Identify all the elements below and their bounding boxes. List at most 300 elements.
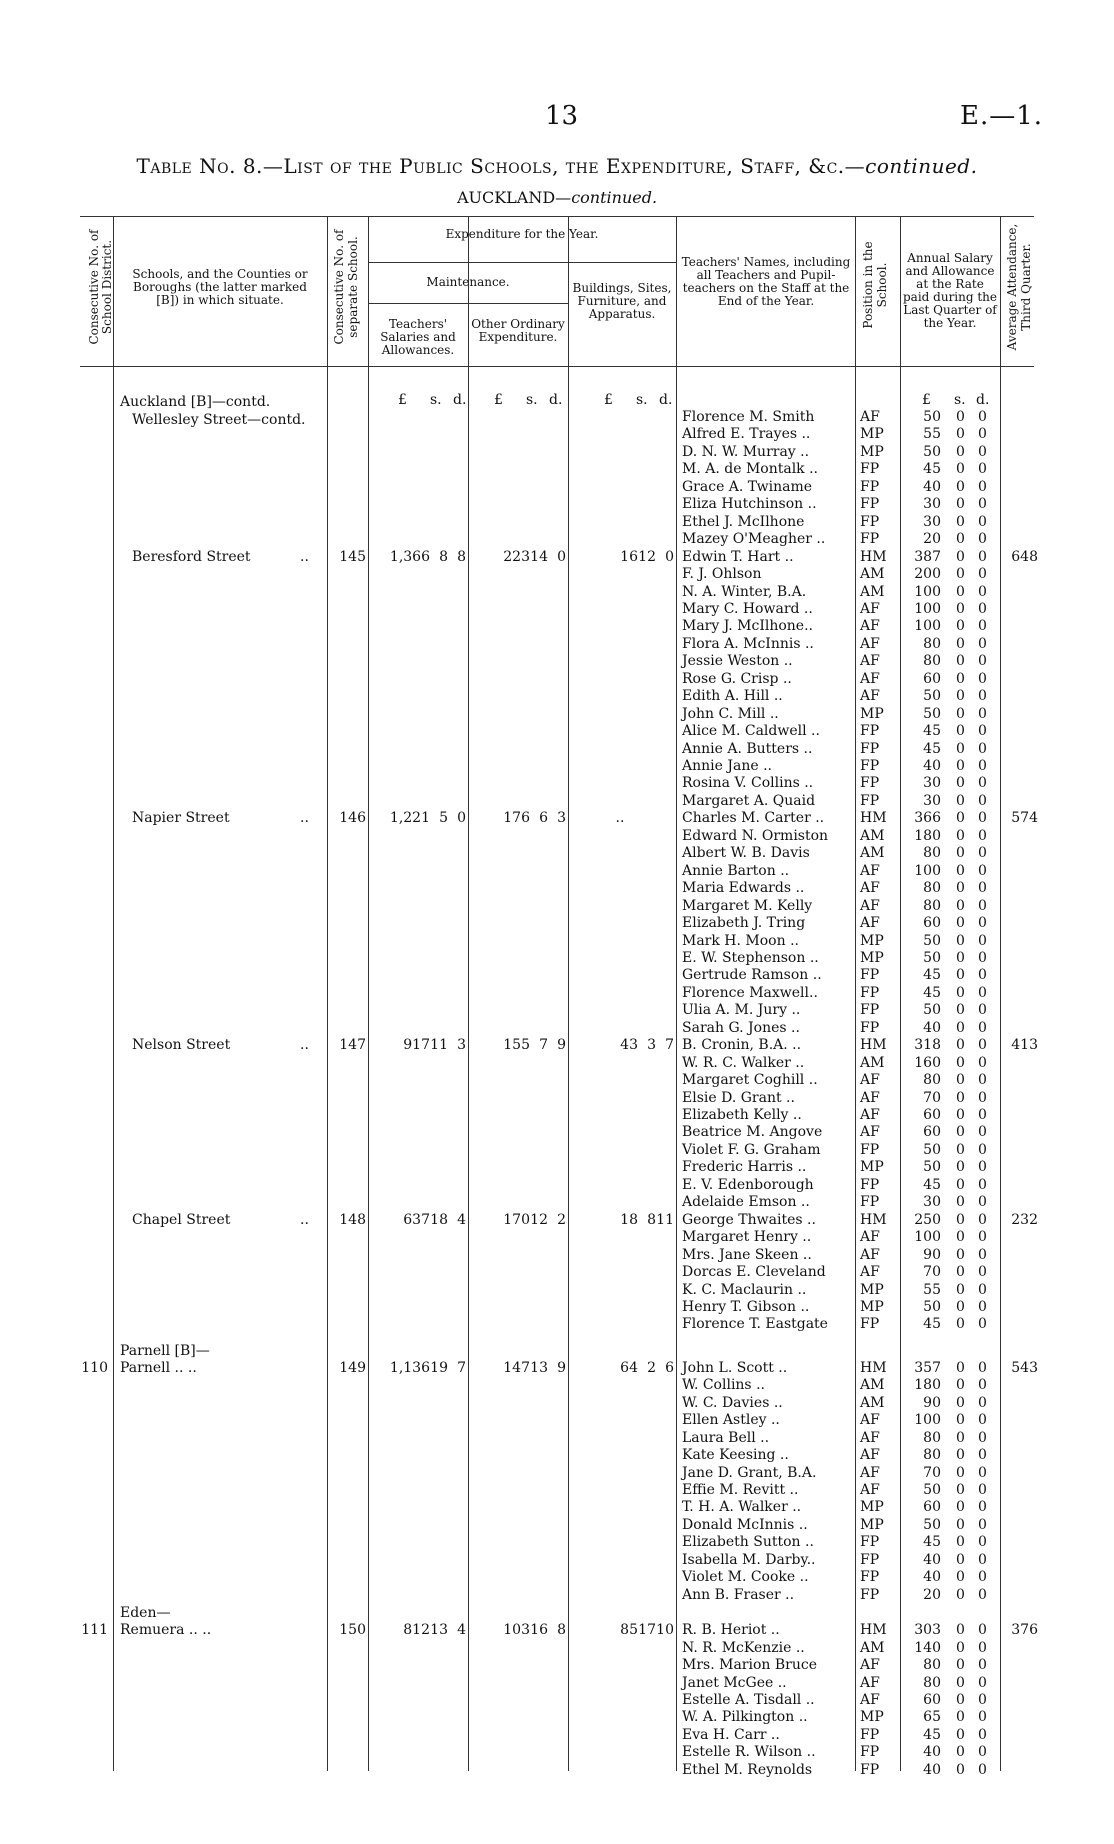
salary-pence: 0 xyxy=(978,1551,987,1568)
salary-pounds: 80 xyxy=(923,653,941,670)
school-name: Napier Street xyxy=(132,810,230,827)
salary-shillings: 0 xyxy=(956,1674,965,1691)
teacher-name: Margaret Coghill .. xyxy=(682,1072,818,1089)
teacher-name: K. C. Maclaurin .. xyxy=(682,1281,807,1298)
other-exp-pence: 3 xyxy=(557,810,566,827)
salary-pence: 0 xyxy=(978,1761,987,1778)
salary-shillings: 0 xyxy=(956,932,965,949)
teacher-name: Kate Keesing .. xyxy=(682,1447,789,1464)
salary-pence: 0 xyxy=(978,1639,987,1656)
salary-shillings: 0 xyxy=(956,1412,965,1429)
salary-pence: 0 xyxy=(978,949,987,966)
salary-pounds: 80 xyxy=(923,1657,941,1674)
salary-shillings: 0 xyxy=(956,426,965,443)
salary-shillings: 0 xyxy=(956,1447,965,1464)
salary-pounds: 45 xyxy=(923,723,941,740)
pence-label: d. xyxy=(453,392,467,408)
salary-pounds: 30 xyxy=(923,1194,941,1211)
salary-shillings: 0 xyxy=(956,1246,965,1263)
buildings-exp-pounds: 64 xyxy=(620,1359,638,1376)
salary-pence: 0 xyxy=(978,1037,987,1054)
teacher-name: Rose G. Crisp .. xyxy=(682,670,792,687)
teacher-name: Estelle A. Tisdall .. xyxy=(682,1691,815,1708)
teacher-position: HM xyxy=(860,1037,887,1054)
teacher-position: AF xyxy=(860,618,880,635)
salary-pence: 0 xyxy=(978,1412,987,1429)
salary-pence: 0 xyxy=(978,688,987,705)
teacher-position: FP xyxy=(860,740,880,757)
salary-shillings: 0 xyxy=(956,1211,965,1228)
teacher-name: John C. Mill .. xyxy=(682,705,779,722)
teacher-position: AF xyxy=(860,1691,880,1708)
school-number: 148 xyxy=(339,1211,366,1228)
teacher-name: John L. Scott .. xyxy=(682,1359,788,1376)
teacher-name: W. Collins .. xyxy=(682,1377,765,1394)
salary-pounds: 318 xyxy=(914,1037,941,1054)
header-attendance-2: Third Quarter. xyxy=(1019,243,1033,331)
leader-dots: .. xyxy=(300,548,309,565)
salary-shillings: 0 xyxy=(956,1281,965,1298)
teachers-exp-shillings: 13 xyxy=(430,1622,448,1639)
salary-pounds: 250 xyxy=(914,1211,941,1228)
teacher-name: Edith A. Hill .. xyxy=(682,688,783,705)
header-district-no-2: School District. xyxy=(100,239,114,335)
salary-pounds: 180 xyxy=(914,1377,941,1394)
salary-pounds: 80 xyxy=(923,845,941,862)
school-name: Beresford Street xyxy=(132,548,251,565)
header-teacher-names: Teachers' Names, including all Teachers and Pupil-teachers on the Staff at the End of the Year. xyxy=(681,255,851,308)
teacher-name: W. A. Pilkington .. xyxy=(682,1709,808,1726)
shilling-label: s. xyxy=(430,392,442,408)
teacher-position: MP xyxy=(860,1499,884,1516)
teacher-name: Violet F. G. Graham xyxy=(682,1141,821,1158)
teacher-name: Rosina V. Collins .. xyxy=(682,775,814,792)
salary-pounds: 50 xyxy=(923,443,941,460)
teacher-position: FP xyxy=(860,1194,880,1211)
salary-pence: 0 xyxy=(978,1622,987,1639)
teacher-name: Mrs. Marion Bruce xyxy=(682,1657,817,1674)
salary-pence: 0 xyxy=(978,531,987,548)
salary-pounds: 50 xyxy=(923,1002,941,1019)
teacher-position: AF xyxy=(860,897,880,914)
teacher-position: FP xyxy=(860,723,880,740)
teacher-position: FP xyxy=(860,1019,880,1036)
salary-pence: 0 xyxy=(978,1691,987,1708)
salary-pounds: 100 xyxy=(914,1412,941,1429)
teacher-position: FP xyxy=(860,531,880,548)
teacher-name: Alice M. Caldwell .. xyxy=(682,723,820,740)
header-top-rule xyxy=(80,216,1034,217)
buildings-exp-pence: 0 xyxy=(665,548,674,565)
teacher-position: MP xyxy=(860,443,884,460)
teachers-exp-pence: 3 xyxy=(457,1037,466,1054)
buildings-exp-pounds: 85 xyxy=(620,1622,638,1639)
salary-pence: 0 xyxy=(978,548,987,565)
other-exp-pounds: 103 xyxy=(503,1622,530,1639)
salary-shillings: 0 xyxy=(956,513,965,530)
salary-pounds: 45 xyxy=(923,967,941,984)
salary-pounds: 40 xyxy=(923,1744,941,1761)
teacher-position: AF xyxy=(860,1464,880,1481)
salary-pence: 0 xyxy=(978,1264,987,1281)
salary-pence: 0 xyxy=(978,478,987,495)
teacher-name: W. R. C. Walker .. xyxy=(682,1054,805,1071)
teacher-position: AF xyxy=(860,1429,880,1446)
salary-pounds: 60 xyxy=(923,1124,941,1141)
header-teachers-salaries: Teachers' Salaries and Allowances. xyxy=(380,317,456,357)
teacher-position: AF xyxy=(860,1657,880,1674)
teacher-name: Gertrude Ramson .. xyxy=(682,967,822,984)
salary-shillings: 0 xyxy=(956,1516,965,1533)
teacher-name: Beatrice M. Angove xyxy=(682,1124,823,1141)
leader-dots: .. xyxy=(300,810,309,827)
school-place: Eden— xyxy=(120,1605,171,1622)
salary-shillings: 0 xyxy=(956,600,965,617)
salary-shillings: 0 xyxy=(956,1657,965,1674)
teacher-name: Edwin T. Hart .. xyxy=(682,548,794,565)
salary-shillings: 0 xyxy=(956,566,965,583)
header-district-no-1: Consecutive No. of xyxy=(87,229,101,345)
teacher-position: MP xyxy=(860,1298,884,1315)
salary-shillings: 0 xyxy=(956,1019,965,1036)
pence-label: d. xyxy=(549,392,563,408)
salary-pence: 0 xyxy=(978,1246,987,1263)
salary-shillings: 0 xyxy=(956,1072,965,1089)
teacher-position: FP xyxy=(860,1316,880,1333)
salary-pence: 0 xyxy=(978,897,987,914)
teacher-name: D. N. W. Murray .. xyxy=(682,443,810,460)
teachers-exp-pounds: 637 xyxy=(403,1211,430,1228)
other-exp-pence: 9 xyxy=(557,1359,566,1376)
salary-pence: 0 xyxy=(978,827,987,844)
attendance: 413 xyxy=(1011,1037,1038,1054)
teacher-name: W. C. Davies .. xyxy=(682,1394,783,1411)
salary-pence: 0 xyxy=(978,862,987,879)
teacher-name: Maria Edwards .. xyxy=(682,880,805,897)
salary-pence: 0 xyxy=(978,513,987,530)
header-schools: Schools, and the Counties or Boroughs (the latter marked [B]) in which situate. xyxy=(132,267,308,307)
school-number: 150 xyxy=(339,1622,366,1639)
teacher-name: M. A. de Montalk .. xyxy=(682,461,819,478)
salary-pence: 0 xyxy=(978,723,987,740)
buildings-exp-shillings: 17 xyxy=(638,1622,656,1639)
teacher-position: AF xyxy=(860,1089,880,1106)
teacher-position: AF xyxy=(860,670,880,687)
teachers-exp-shillings: 5 xyxy=(439,810,448,827)
pence-label: d. xyxy=(976,392,990,408)
salary-shillings: 0 xyxy=(956,1377,965,1394)
salary-shillings: 0 xyxy=(956,723,965,740)
salary-shillings: 0 xyxy=(956,967,965,984)
teachers-exp-shillings: 11 xyxy=(430,1037,448,1054)
header-school-no-1: Consecutive No. of xyxy=(332,229,346,345)
salary-pounds: 80 xyxy=(923,1674,941,1691)
teacher-name: Annie A. Butters .. xyxy=(682,740,813,757)
salary-pence: 0 xyxy=(978,1281,987,1298)
salary-pence: 0 xyxy=(978,600,987,617)
salary-pounds: 20 xyxy=(923,1586,941,1603)
header-position-2: School. xyxy=(875,262,889,308)
salary-pounds: 100 xyxy=(914,583,941,600)
teacher-position: FP xyxy=(860,758,880,774)
salary-shillings: 0 xyxy=(956,1464,965,1481)
teachers-exp-shillings: 18 xyxy=(430,1211,448,1228)
title-continued: continued. xyxy=(865,154,978,178)
salary-pounds: 45 xyxy=(923,740,941,757)
teacher-position: MP xyxy=(860,705,884,722)
salary-pence: 0 xyxy=(978,705,987,722)
salary-shillings: 0 xyxy=(956,583,965,600)
salary-pence: 0 xyxy=(978,758,987,774)
teacher-position: AF xyxy=(860,1482,880,1498)
teacher-position: FP xyxy=(860,1744,880,1761)
salary-shillings: 0 xyxy=(956,1298,965,1315)
teachers-exp-pence: 0 xyxy=(457,810,466,827)
attendance: 543 xyxy=(1011,1359,1038,1376)
other-exp-pence: 9 xyxy=(557,1037,566,1054)
salary-shillings: 0 xyxy=(956,1124,965,1141)
salary-pence: 0 xyxy=(978,443,987,460)
salary-pence: 0 xyxy=(978,1377,987,1394)
teacher-name: Ethel J. McIlhone xyxy=(682,513,805,530)
salary-shillings: 0 xyxy=(956,880,965,897)
header-expenditure: Expenditure for the Year. xyxy=(445,227,599,241)
teacher-position: MP xyxy=(860,426,884,443)
salary-pounds: 40 xyxy=(923,1761,941,1778)
column-rule xyxy=(1000,216,1001,1771)
column-rule xyxy=(113,216,114,1771)
header-position-1: Position in the xyxy=(861,241,875,329)
salary-shillings: 0 xyxy=(956,1316,965,1333)
teacher-position: FP xyxy=(860,1176,880,1193)
buildings-exp-shillings: 8 xyxy=(647,1211,656,1228)
teacher-position: FP xyxy=(860,513,880,530)
shilling-label: s. xyxy=(954,392,966,408)
teacher-position: FP xyxy=(860,496,880,513)
other-exp-shillings: 7 xyxy=(539,1037,548,1054)
school-number: 146 xyxy=(339,810,366,827)
teacher-name: Violet M. Cooke .. xyxy=(682,1569,809,1586)
teacher-position: AF xyxy=(860,1072,880,1089)
shilling-label: s. xyxy=(636,392,648,408)
salary-pence: 0 xyxy=(978,670,987,687)
salary-pounds: 357 xyxy=(914,1359,941,1376)
other-exp-shillings: 13 xyxy=(530,1359,548,1376)
teacher-name: N. R. McKenzie .. xyxy=(682,1639,805,1656)
salary-shillings: 0 xyxy=(956,496,965,513)
teacher-position: AF xyxy=(860,688,880,705)
salary-pounds: 80 xyxy=(923,880,941,897)
teacher-position: FP xyxy=(860,967,880,984)
header-other-exp: Other Ordinary Expenditure. xyxy=(471,317,565,344)
salary-pounds: 50 xyxy=(923,1516,941,1533)
district-number: 111 xyxy=(81,1622,108,1639)
teacher-position: AF xyxy=(860,915,880,932)
salary-pounds: 60 xyxy=(923,670,941,687)
teacher-position: FP xyxy=(860,1551,880,1568)
salary-pounds: 45 xyxy=(923,1176,941,1193)
salary-shillings: 0 xyxy=(956,775,965,792)
salary-pounds: 80 xyxy=(923,1429,941,1446)
salary-shillings: 0 xyxy=(956,461,965,478)
teacher-name: Eliza Hutchinson .. xyxy=(682,496,817,513)
teacher-name: Albert W. B. Davis xyxy=(682,845,810,862)
teacher-position: HM xyxy=(860,810,887,827)
buildings-exp-pence: 10 xyxy=(656,1622,674,1639)
salary-pence: 0 xyxy=(978,1464,987,1481)
school-name: Parnell .. .. xyxy=(120,1359,197,1376)
teacher-position: AM xyxy=(860,566,885,583)
teacher-position: AF xyxy=(860,862,880,879)
salary-shillings: 0 xyxy=(956,1359,965,1376)
header-attendance-1: Average Attendance, xyxy=(1005,223,1019,351)
teacher-position: HM xyxy=(860,1211,887,1228)
teacher-position: FP xyxy=(860,775,880,792)
salary-pence: 0 xyxy=(978,1516,987,1533)
teacher-position: AF xyxy=(860,880,880,897)
teacher-name: E. V. Edenborough xyxy=(682,1176,814,1193)
salary-shillings: 0 xyxy=(956,409,965,425)
other-exp-shillings: 16 xyxy=(530,1622,548,1639)
salary-pence: 0 xyxy=(978,1089,987,1106)
teacher-position: AM xyxy=(860,845,885,862)
salary-pounds: 45 xyxy=(923,1534,941,1551)
teacher-position: AF xyxy=(860,1412,880,1429)
teacher-position: FP xyxy=(860,461,880,478)
salary-shillings: 0 xyxy=(956,1586,965,1603)
salary-pounds: 90 xyxy=(923,1394,941,1411)
teacher-position: FP xyxy=(860,1534,880,1551)
pound-label: £ xyxy=(398,392,407,408)
salary-pence: 0 xyxy=(978,984,987,1001)
teachers-exp-pounds: 1,136 xyxy=(389,1359,430,1376)
attendance: 376 xyxy=(1011,1622,1038,1639)
other-exp-pounds: 155 xyxy=(503,1037,530,1054)
salary-pence: 0 xyxy=(978,496,987,513)
salary-pence: 0 xyxy=(978,1657,987,1674)
salary-shillings: 0 xyxy=(956,792,965,809)
column-rule xyxy=(900,216,901,1771)
teacher-name: Flora A. McInnis .. xyxy=(682,635,814,652)
salary-shillings: 0 xyxy=(956,1482,965,1498)
salary-shillings: 0 xyxy=(956,635,965,652)
salary-shillings: 0 xyxy=(956,1691,965,1708)
table-title xyxy=(0,154,1114,178)
teacher-name: T. H. A. Walker .. xyxy=(682,1499,802,1516)
salary-pounds: 50 xyxy=(923,1482,941,1498)
salary-shillings: 0 xyxy=(956,670,965,687)
header-buildings: Buildings, Sites, Furniture, and Apparatus. xyxy=(572,281,672,321)
salary-pounds: 30 xyxy=(923,775,941,792)
teacher-position: AF xyxy=(860,653,880,670)
teacher-name: Charles M. Carter .. xyxy=(682,810,825,827)
pound-label: £ xyxy=(604,392,613,408)
attendance: 574 xyxy=(1011,810,1038,827)
pound-label: £ xyxy=(922,392,931,408)
salary-pounds: 160 xyxy=(914,1054,941,1071)
teacher-name: Henry T. Gibson .. xyxy=(682,1298,810,1315)
other-exp-shillings: 12 xyxy=(530,1211,548,1228)
salary-shillings: 0 xyxy=(956,845,965,862)
salary-pounds: 45 xyxy=(923,1316,941,1333)
pence-label: d. xyxy=(659,392,673,408)
teacher-name: Elizabeth J. Tring xyxy=(682,915,806,932)
salary-pounds: 40 xyxy=(923,1569,941,1586)
salary-pounds: 366 xyxy=(914,810,941,827)
salary-pence: 0 xyxy=(978,583,987,600)
salary-shillings: 0 xyxy=(956,1744,965,1761)
attendance: 648 xyxy=(1011,548,1038,565)
salary-pence: 0 xyxy=(978,1019,987,1036)
salary-pence: 0 xyxy=(978,810,987,827)
teacher-position: FP xyxy=(860,984,880,1001)
salary-shillings: 0 xyxy=(956,1709,965,1726)
salary-pence: 0 xyxy=(978,1211,987,1228)
salary-pounds: 65 xyxy=(923,1709,941,1726)
teachers-exp-shillings: 19 xyxy=(430,1359,448,1376)
column-rule xyxy=(327,216,328,1771)
salary-pounds: 50 xyxy=(923,932,941,949)
teacher-name: Jessie Weston .. xyxy=(682,653,793,670)
salary-pence: 0 xyxy=(978,1124,987,1141)
salary-pence: 0 xyxy=(978,1586,987,1603)
teacher-name: Florence M. Smith xyxy=(682,409,815,425)
teacher-name: Florence T. Eastgate xyxy=(682,1316,828,1333)
teacher-name: Elizabeth Kelly .. xyxy=(682,1107,802,1123)
teacher-name: Margaret Henry .. xyxy=(682,1229,812,1246)
teacher-name: Adelaide Emson .. xyxy=(682,1194,810,1211)
salary-pence: 0 xyxy=(978,792,987,809)
teacher-name: B. Cronin, B.A. .. xyxy=(682,1037,802,1054)
teacher-position: FP xyxy=(860,792,880,809)
salary-pounds: 30 xyxy=(923,496,941,513)
pound-label: £ xyxy=(494,392,503,408)
salary-pounds: 30 xyxy=(923,792,941,809)
leader-dots: .. xyxy=(300,1037,309,1054)
teachers-exp-pence: 7 xyxy=(457,1359,466,1376)
teacher-position: HM xyxy=(860,1622,887,1639)
salary-pounds: 70 xyxy=(923,1089,941,1106)
salary-pence: 0 xyxy=(978,1054,987,1071)
salary-pounds: 60 xyxy=(923,1499,941,1516)
salary-shillings: 0 xyxy=(956,827,965,844)
teacher-position: HM xyxy=(860,548,887,565)
teacher-name: Annie Barton .. xyxy=(682,862,790,879)
teachers-exp-pounds: 917 xyxy=(403,1037,430,1054)
teacher-position: AF xyxy=(860,1124,880,1141)
salary-pounds: 70 xyxy=(923,1264,941,1281)
salary-pence: 0 xyxy=(978,915,987,932)
salary-shillings: 0 xyxy=(956,1726,965,1743)
teacher-position: AM xyxy=(860,1394,885,1411)
salary-pounds: 50 xyxy=(923,409,941,425)
district-number: 110 xyxy=(81,1359,108,1376)
teacher-position: FP xyxy=(860,1726,880,1743)
teacher-name: Elizabeth Sutton .. xyxy=(682,1534,814,1551)
teacher-position: AM xyxy=(860,827,885,844)
salary-shillings: 0 xyxy=(956,897,965,914)
salary-pence: 0 xyxy=(978,1429,987,1446)
salary-pence: 0 xyxy=(978,775,987,792)
teachers-exp-pounds: 1,366 xyxy=(389,548,430,565)
region-subtitle xyxy=(0,188,1114,207)
teachers-exp-pence: 4 xyxy=(457,1211,466,1228)
attendance: 232 xyxy=(1011,1211,1038,1228)
salary-pounds: 60 xyxy=(923,1691,941,1708)
salary-pence: 0 xyxy=(978,1359,987,1376)
teacher-position: AF xyxy=(860,635,880,652)
salary-shillings: 0 xyxy=(956,949,965,966)
